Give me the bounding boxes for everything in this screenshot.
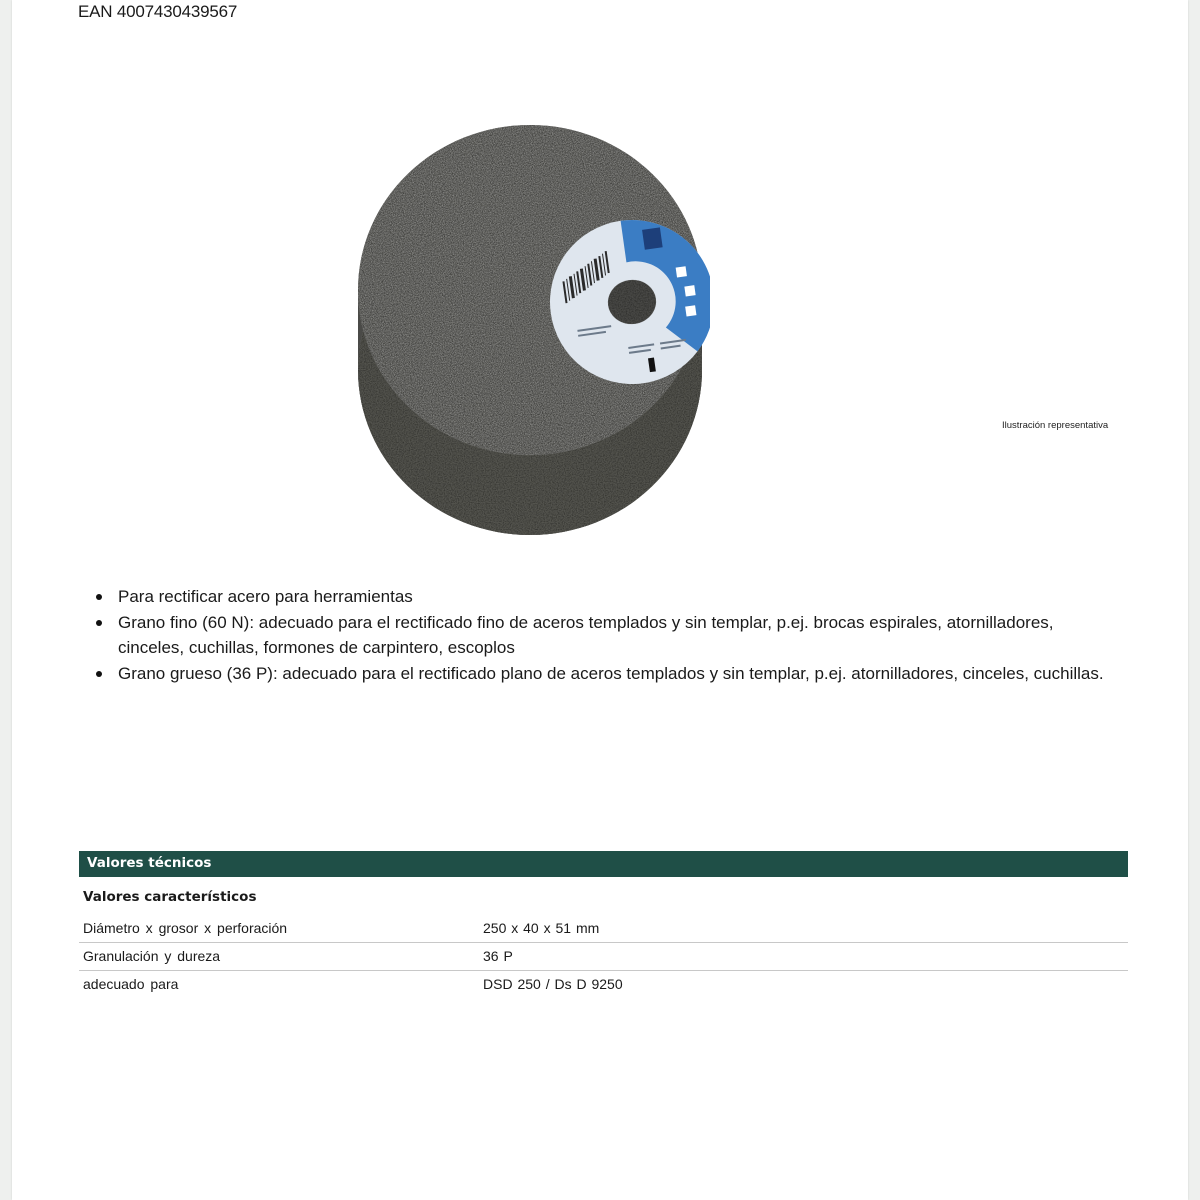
spec-label: Diámetro x grosor x perforación — [83, 920, 288, 936]
figure-caption: Ilustración representativa — [1002, 420, 1109, 431]
feature-item: Grano grueso (36 P): adecuado para el rectificado plano de aceros templados y sin templar, p.ej. atornilladores, cinceles, cuchillas. — [84, 662, 1114, 687]
technical-values-section — [79, 851, 1128, 998]
grinding-wheel-image — [348, 120, 710, 550]
feature-list — [84, 585, 1114, 688]
spec-value: 36 P — [483, 948, 513, 964]
spec-row — [79, 943, 1128, 971]
section-subheader: Valores característicos — [83, 889, 257, 905]
spec-value: 250 x 40 x 51 mm — [483, 920, 600, 936]
datasheet-page — [12, 0, 1188, 1200]
feature-item: Para rectificar acero para herramientas — [84, 585, 1114, 610]
ean-code: EAN 4007430439567 — [78, 2, 238, 21]
spec-row — [79, 915, 1128, 943]
spec-label: Granulación y dureza — [83, 948, 221, 964]
spec-label: adecuado para — [83, 976, 179, 992]
spec-value: DSD 250 / Ds D 9250 — [483, 976, 623, 992]
spec-row — [79, 971, 1128, 998]
feature-item: Grano fino (60 N): adecuado para el rectificado fino de aceros templados y sin templar, p.ej. brocas espirales, atornilladores, cinceles, cuchillas, formones de carpintero, escoplos — [84, 611, 1114, 660]
section-header: Valores técnicos — [79, 851, 1128, 877]
